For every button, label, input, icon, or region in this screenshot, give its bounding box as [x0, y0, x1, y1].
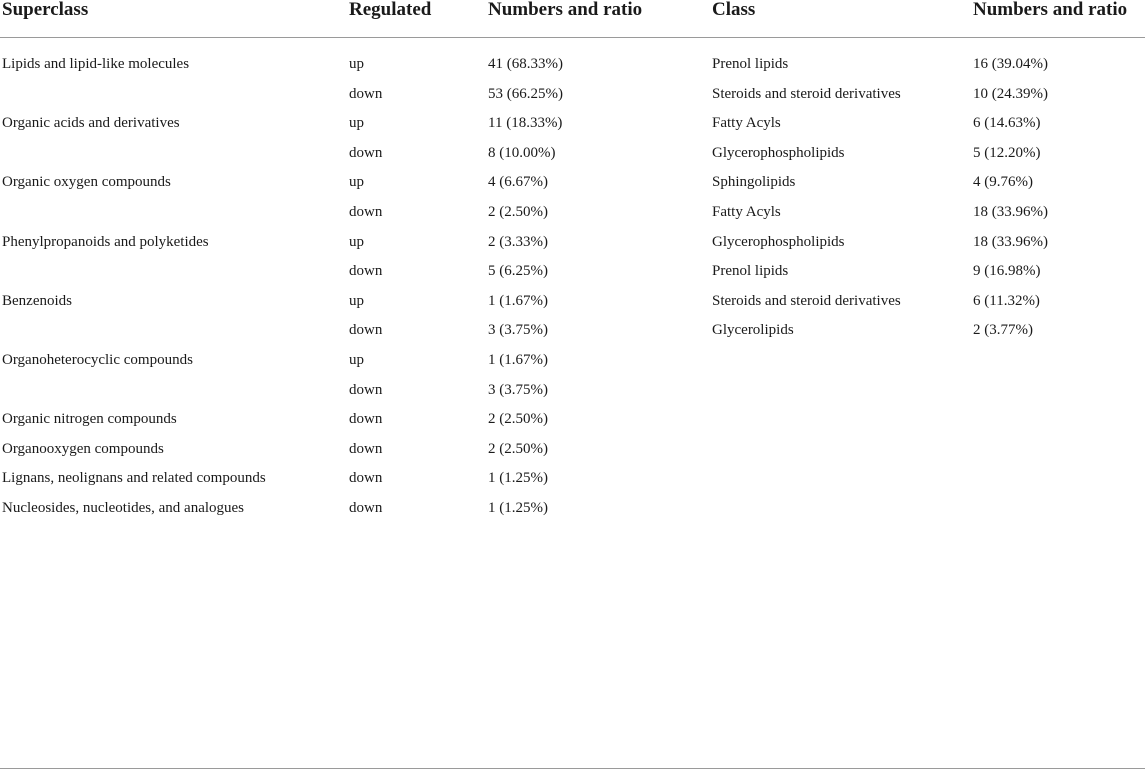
- table-bottom-rule: [0, 768, 1145, 769]
- class-cell: Fatty Acyls: [712, 115, 781, 132]
- header-class: Class: [712, 0, 756, 20]
- regulated-cell: up: [349, 233, 364, 250]
- regulated-cell: down: [349, 440, 383, 457]
- numbers-ratio-cell: 2 (2.50%): [488, 411, 548, 428]
- class-numbers-ratio-cell: 18 (33.96%): [973, 233, 1048, 250]
- numbers-ratio-cell: 11 (18.33%): [488, 115, 563, 132]
- superclass-cell: Organic oxygen compounds: [2, 174, 171, 191]
- table-header-row: [0, 0, 1145, 38]
- superclass-cell: Organic acids and derivatives: [2, 115, 180, 132]
- regulated-cell: up: [349, 56, 364, 72]
- numbers-ratio-cell: 1 (1.25%): [488, 470, 548, 487]
- regulated-cell: up: [349, 115, 364, 132]
- regulated-cell: down: [349, 381, 383, 398]
- numbers-ratio-cell: 2 (2.50%): [488, 204, 548, 220]
- class-cell: Steroids and steroid derivatives: [712, 85, 901, 102]
- class-cell: Glycerolipids: [712, 322, 794, 339]
- superclass-cell: Organooxygen compounds: [2, 440, 164, 457]
- numbers-ratio-cell: 3 (3.75%): [488, 381, 548, 398]
- superclass-cell: Organic nitrogen compounds: [2, 411, 177, 428]
- class-numbers-ratio-cell: 18 (33.96%): [973, 204, 1048, 220]
- numbers-ratio-cell: 5 (6.25%): [488, 263, 548, 280]
- header-class-numbers-and-ratio: Numbers and ratio: [973, 0, 1128, 20]
- numbers-ratio-cell: 1 (1.67%): [488, 292, 548, 309]
- class-cell: Fatty Acyls: [712, 204, 781, 220]
- class-numbers-ratio-cell: 9 (16.98%): [973, 263, 1041, 280]
- regulated-cell: down: [349, 411, 383, 428]
- class-numbers-ratio-cell: 6 (11.32%): [973, 292, 1040, 309]
- class-cell: Sphingolipids: [712, 174, 796, 191]
- regulated-cell: down: [349, 500, 383, 516]
- regulated-cell: down: [349, 322, 383, 339]
- numbers-ratio-cell: 41 (68.33%): [488, 56, 563, 72]
- superclass-cell: Lipids and lipid-like molecules: [2, 56, 190, 72]
- numbers-ratio-cell: 3 (3.75%): [488, 322, 548, 339]
- header-superclass: Superclass: [2, 0, 89, 20]
- class-cell: Steroids and steroid derivatives: [712, 292, 901, 309]
- numbers-ratio-cell: 2 (2.50%): [488, 440, 548, 457]
- numbers-ratio-cell: 1 (1.67%): [488, 352, 548, 368]
- class-numbers-ratio-cell: 4 (9.76%): [973, 174, 1033, 191]
- header-numbers-and-ratio: Numbers and ratio: [488, 0, 643, 20]
- regulated-cell: down: [349, 263, 383, 280]
- regulated-cell: up: [349, 174, 364, 191]
- superclass-cell: Nucleosides, nucleotides, and analogues: [2, 500, 245, 516]
- numbers-ratio-cell: 8 (10.00%): [488, 144, 556, 161]
- regulated-cell: down: [349, 85, 383, 102]
- superclass-cell: Benzenoids: [2, 292, 72, 309]
- regulated-cell: down: [349, 204, 383, 220]
- class-numbers-ratio-cell: 5 (12.20%): [973, 144, 1041, 161]
- class-cell: Prenol lipids: [712, 263, 789, 280]
- regulated-cell: down: [349, 144, 383, 161]
- numbers-ratio-cell: 2 (3.33%): [488, 233, 548, 250]
- numbers-ratio-cell: 4 (6.67%): [488, 174, 548, 191]
- class-numbers-ratio-cell: 2 (3.77%): [973, 322, 1033, 339]
- class-cell: Prenol lipids: [712, 56, 789, 72]
- numbers-ratio-cell: 53 (66.25%): [488, 85, 563, 102]
- regulated-cell: up: [349, 352, 364, 368]
- class-numbers-ratio-cell: 6 (14.63%): [973, 115, 1041, 132]
- numbers-ratio-cell: 1 (1.25%): [488, 500, 548, 516]
- superclass-cell: Lignans, neolignans and related compounds: [2, 470, 266, 487]
- header-regulated: Regulated: [349, 0, 432, 20]
- class-cell: Glycerophospholipids: [712, 233, 845, 250]
- class-cell: Glycerophospholipids: [712, 144, 845, 161]
- class-numbers-ratio-cell: 16 (39.04%): [973, 56, 1048, 72]
- class-numbers-ratio-cell: 10 (24.39%): [973, 85, 1048, 102]
- superclass-cell: Organoheterocyclic compounds: [2, 352, 193, 368]
- regulated-cell: up: [349, 292, 364, 309]
- superclass-cell: Phenylpropanoids and polyketides: [2, 233, 209, 250]
- regulated-cell: down: [349, 470, 383, 487]
